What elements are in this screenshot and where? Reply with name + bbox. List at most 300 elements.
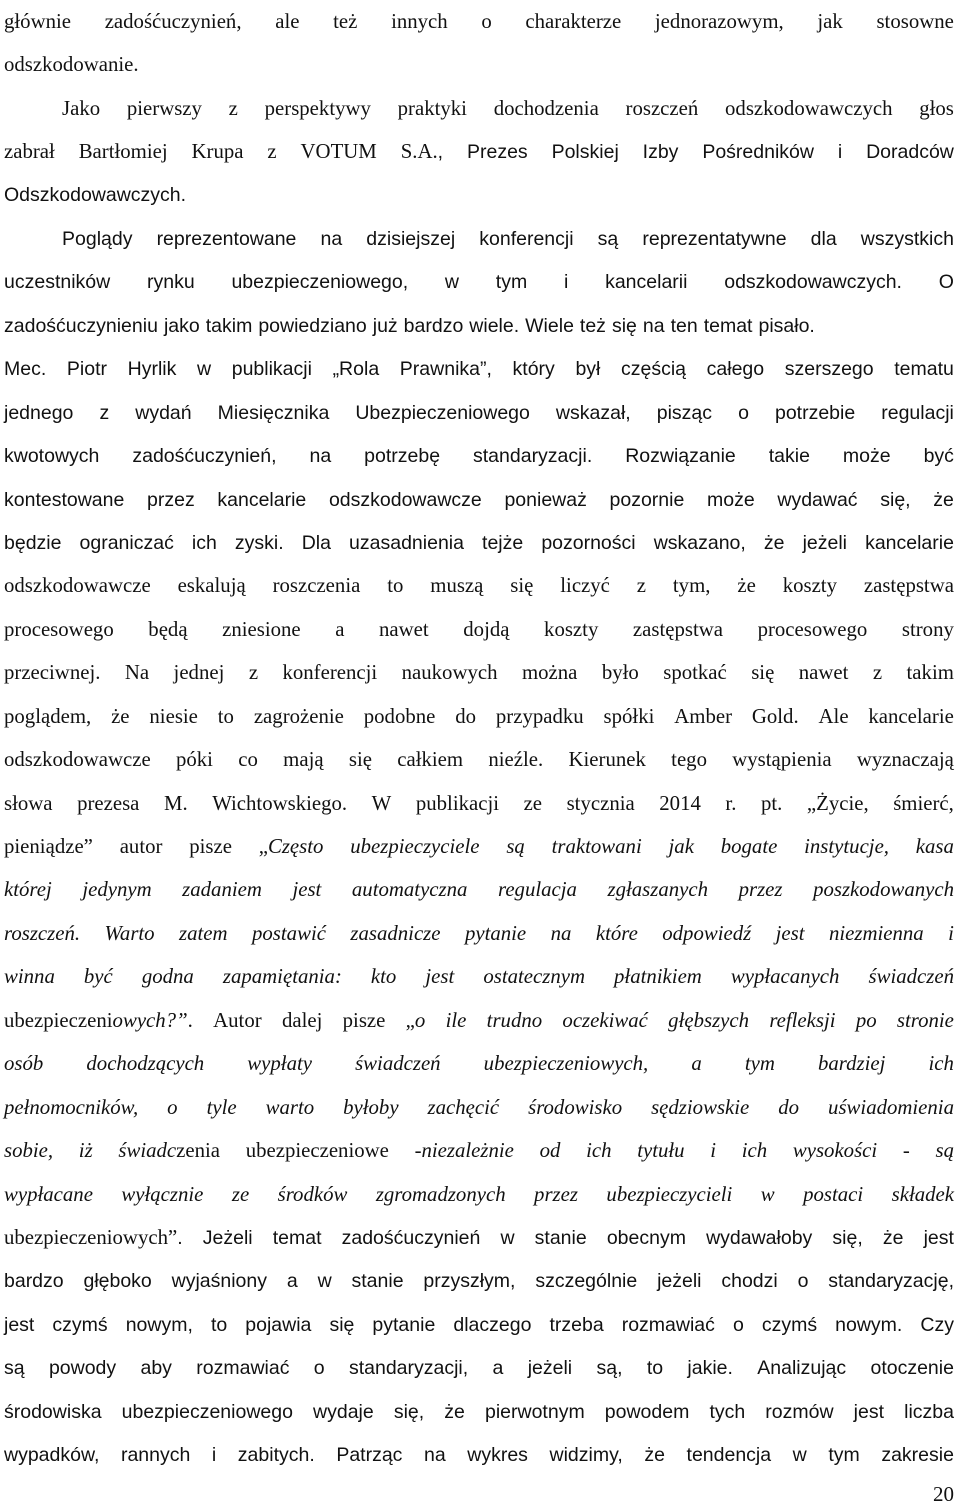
word: wysokości [792, 1139, 878, 1163]
word: Rozwiązanie [625, 445, 736, 468]
word: może [842, 445, 891, 468]
word: było [601, 661, 639, 685]
word: konferencji [282, 661, 378, 685]
word: powodem [604, 1400, 690, 1423]
word: że [933, 488, 954, 511]
word: zakresie [881, 1444, 954, 1467]
word: też [333, 9, 358, 33]
word: instytucje, [804, 835, 890, 859]
text-line [4, 0, 954, 43]
word: przypadku [495, 704, 584, 728]
word: spółki [603, 704, 655, 728]
word: to [646, 1357, 664, 1380]
word: W [371, 791, 392, 815]
word: wiele. [469, 314, 520, 337]
word: przez [738, 878, 783, 902]
word: warto [265, 1095, 315, 1119]
word: ubezpieczeniowe [245, 1139, 389, 1163]
word: w [444, 271, 460, 294]
word: wydawałoby [706, 1226, 813, 1249]
text-line [4, 825, 954, 868]
word: całkiem [397, 748, 464, 772]
word: wydań [135, 401, 192, 424]
word: odpowiedź [662, 921, 752, 945]
word: S.A., [400, 140, 444, 164]
word: eskalują [177, 574, 246, 598]
word: standaryzację, [828, 1270, 954, 1293]
word: się [611, 314, 637, 337]
word: Mec. [4, 358, 47, 381]
word: o [481, 9, 492, 33]
word: „o [405, 1008, 426, 1032]
word: jest [775, 921, 805, 945]
word: pozorności [541, 531, 636, 554]
word: w [500, 1226, 515, 1249]
word: będą [148, 617, 188, 641]
word: poszkodowanych [813, 878, 954, 902]
text-line [4, 912, 954, 955]
word: widzimy, [549, 1444, 623, 1467]
word: Analizując [757, 1357, 847, 1380]
word: Miesięcznika [217, 401, 330, 424]
word: dla [810, 227, 837, 250]
text-line [4, 1390, 954, 1433]
word: o [313, 1357, 325, 1380]
word: zachęcić [427, 1095, 500, 1119]
word: Izby [642, 141, 679, 164]
word: muszą [430, 574, 484, 598]
word: Patrząc [336, 1444, 403, 1467]
word: to [217, 704, 234, 728]
word: stosowne [876, 9, 954, 33]
word: głównie [4, 9, 72, 33]
word: temat [703, 314, 753, 337]
word: O [938, 271, 954, 294]
word: autor [119, 835, 163, 859]
text-line [4, 1260, 954, 1303]
word: być [83, 965, 113, 989]
text-line [4, 348, 954, 391]
text-line [4, 1347, 954, 1390]
text-line [4, 87, 954, 130]
word: o [738, 401, 749, 424]
word: i [211, 1444, 217, 1467]
word: Kierunek [568, 748, 646, 772]
word: ubezpieczeniowego [121, 1400, 293, 1423]
word: dzisiejszej [366, 227, 456, 250]
text-line [4, 869, 954, 912]
word: wszystkich [860, 227, 954, 250]
word: ze [231, 1182, 250, 1206]
word: że [644, 1444, 665, 1467]
word: to [210, 1313, 228, 1336]
word: zadośćuczynień [341, 1226, 481, 1249]
word: z [636, 574, 647, 598]
word: uczestników [4, 271, 111, 294]
word: odszkodowawczych [725, 96, 893, 120]
word: Jako [62, 96, 101, 120]
word: jeżeli [802, 531, 847, 554]
word: się [348, 748, 372, 772]
word: tym [744, 1052, 775, 1076]
word: Wiele [525, 314, 574, 337]
word: dlaczego [453, 1313, 532, 1336]
word: i [563, 271, 569, 294]
word-part: owych?” [112, 1008, 188, 1032]
word: „Rola [332, 358, 380, 381]
word: są, [596, 1357, 623, 1380]
word: regulacja [498, 878, 577, 902]
word: procesowego [4, 617, 114, 641]
word: trudno [486, 1008, 543, 1032]
word: jednorazowym, [654, 9, 784, 33]
word: osób [4, 1052, 44, 1076]
word: charakterze [525, 9, 622, 33]
text-line [4, 1303, 954, 1346]
word: zgłaszanych [607, 878, 709, 902]
word: wskazano, [653, 531, 746, 554]
word: na [309, 445, 332, 468]
word: 2014 [659, 791, 701, 815]
word: że [882, 1226, 904, 1249]
word: to [387, 574, 404, 598]
word: Bartłomiej [78, 140, 168, 164]
word: kancelarii [605, 271, 688, 294]
word-part: o [414, 1008, 426, 1032]
word: kancelarie [868, 704, 954, 728]
word: tendencja [686, 1444, 772, 1467]
text-line [4, 304, 954, 347]
word: może [707, 488, 755, 511]
word: roszczeń. [4, 921, 81, 945]
word: aby [140, 1357, 172, 1380]
word: z [872, 661, 883, 685]
word: wypłacanych [730, 965, 840, 989]
text-line [4, 695, 954, 738]
word: wydaje [313, 1400, 374, 1423]
word: takie [768, 445, 810, 468]
word: jest [853, 1400, 885, 1423]
word: trzeba [549, 1313, 604, 1336]
word: nowym, [125, 1313, 193, 1336]
word: dochodzących [86, 1052, 205, 1076]
word: że [763, 531, 785, 554]
word: -niezależnie [414, 1139, 514, 1163]
word: zadośćuczynień, [104, 9, 242, 33]
text-line [4, 738, 954, 781]
word: Ubezpieczeniowego [355, 401, 530, 424]
word: można [521, 661, 578, 685]
word: iż [78, 1139, 93, 1163]
word: jednej [173, 661, 225, 685]
word: na [642, 314, 665, 337]
word: na [550, 921, 572, 945]
word: potrzebę [364, 445, 441, 468]
word: co [238, 748, 258, 772]
text-line [4, 1216, 954, 1259]
text-line [4, 608, 954, 651]
word: uzasadnienia [349, 531, 464, 554]
word: takim [205, 314, 253, 337]
word: jak [817, 9, 843, 33]
word: że [737, 574, 756, 598]
word: głęboko [83, 1270, 152, 1293]
word: Prawnika”, [399, 358, 492, 381]
word: z [228, 96, 238, 120]
word: VOTUM [300, 140, 377, 164]
word: a [492, 1357, 504, 1380]
word: strony [901, 617, 954, 641]
word: tyle [206, 1095, 237, 1119]
word: szczególnie [535, 1270, 638, 1293]
word: konferencji [479, 227, 574, 250]
word: ten [670, 314, 698, 337]
word: przez [534, 1182, 578, 1206]
word: Autor [213, 1008, 262, 1032]
word: liczyć [560, 574, 610, 598]
word: kontestowane [4, 488, 125, 511]
word: jedynym [82, 878, 152, 902]
word: pisze [342, 1008, 386, 1032]
word: ostatecznym [483, 965, 585, 989]
word-part: , [437, 141, 444, 164]
word: odszkodowawcze [4, 748, 151, 772]
word: zapamiętania: [222, 965, 342, 989]
word: słowa [4, 791, 53, 815]
word: otoczenie [870, 1357, 954, 1380]
word: bardzo [403, 314, 464, 337]
word: jeżeli [657, 1270, 702, 1293]
word: Polskiej [551, 141, 619, 164]
word: potrzebie [774, 401, 856, 424]
word: środowisko [528, 1095, 623, 1119]
word: śmierć, [893, 791, 954, 815]
word: częścią [621, 358, 687, 381]
word: zgromadzonych [375, 1182, 506, 1206]
word: nawet [798, 661, 849, 685]
text-line [4, 43, 954, 86]
word: Poglądy [62, 227, 133, 250]
word: koszty [782, 574, 837, 598]
document-body [4, 0, 954, 1477]
text-line [4, 1086, 954, 1129]
word: temat [272, 1226, 322, 1249]
word-part: zenia [176, 1139, 221, 1163]
text-line [4, 130, 954, 173]
word: tego [671, 748, 707, 772]
word: który [512, 358, 555, 381]
word: być [923, 445, 954, 468]
word: do [778, 1095, 800, 1119]
word: ale [275, 9, 300, 33]
word: pieniądze” [4, 835, 93, 859]
text-line [4, 652, 954, 695]
word: pojawia [245, 1313, 312, 1336]
word: „Często [258, 835, 324, 859]
word: składek [891, 1182, 954, 1206]
word: zadośćuczynień, [132, 445, 277, 468]
word: Ale [818, 704, 849, 728]
word-part: . [187, 1008, 193, 1032]
word: ich [928, 1052, 954, 1076]
word: wypadków, [4, 1444, 100, 1467]
word: roszczeń [625, 96, 699, 120]
word: już [372, 314, 398, 337]
word: Warto [104, 921, 155, 945]
word: szerszego [784, 358, 874, 381]
word: ich [586, 1139, 612, 1163]
word: publikacji [231, 358, 312, 381]
word: które [595, 921, 638, 945]
word: zastępstwa [632, 617, 724, 641]
word: stanie [351, 1270, 404, 1293]
word: wyjaśniony [171, 1270, 268, 1293]
word: bardzo [4, 1270, 64, 1293]
word: naukowych [401, 661, 498, 685]
word: wyłącznie [121, 1182, 204, 1206]
word: póki [175, 748, 213, 772]
word: wystąpienia [732, 748, 832, 772]
word: dochodzenia [493, 96, 599, 120]
word: Wichtowskiego. [212, 791, 348, 815]
word: kto [370, 965, 397, 989]
word: o [167, 1095, 178, 1119]
word: ograniczać [79, 531, 174, 554]
word: rannych [120, 1444, 191, 1467]
text-line [4, 999, 954, 1042]
word: w [197, 358, 212, 381]
word: że [444, 1400, 465, 1423]
text-line [4, 434, 954, 477]
word: ubezpieczeniowych?”. [4, 1008, 193, 1032]
word: koszty [544, 617, 599, 641]
word: wykres [467, 1444, 528, 1467]
word: zagrożenie [253, 704, 344, 728]
word: roszczenia [272, 574, 361, 598]
word: bardziej [817, 1052, 886, 1076]
word: kancelarie [865, 531, 954, 554]
word: - [902, 1139, 910, 1163]
word: jakie. [687, 1357, 733, 1380]
word: dalej [281, 1008, 323, 1032]
word: płatnikiem [614, 965, 702, 989]
word-part: Często [267, 835, 324, 859]
word: Jeżeli [202, 1226, 253, 1249]
word: się [510, 574, 534, 598]
word: tematu [894, 358, 954, 381]
word: ubezpieczeniowych, [483, 1052, 649, 1076]
word: odszkodowawcze [328, 488, 482, 511]
text-line [4, 1173, 954, 1216]
word: na [320, 227, 343, 250]
word: niesie [149, 704, 198, 728]
word: zabitych. [237, 1444, 315, 1467]
word: sędziowskie [651, 1095, 750, 1119]
word: traktowani [551, 835, 642, 859]
word: praktyki [397, 96, 467, 120]
word: wypłacane [4, 1182, 93, 1206]
word: ubezpieczeniowego, [231, 271, 409, 294]
word: jest [425, 965, 455, 989]
word: pisało. [758, 314, 815, 337]
word: oczekiwać [562, 1008, 648, 1032]
word: tym, [672, 574, 711, 598]
word: jednego [4, 401, 74, 424]
word: Piotr [66, 358, 107, 381]
word: przez [147, 488, 195, 511]
word: tych [709, 1400, 746, 1423]
word: a [691, 1052, 702, 1076]
word: wskazał, [555, 401, 631, 424]
text-line [4, 956, 954, 999]
text-line [4, 478, 954, 521]
word: rozmawiać [621, 1313, 715, 1336]
word: kwotowych [4, 445, 100, 468]
word: Na [124, 661, 150, 685]
word: jest [4, 1313, 35, 1336]
word: dojdą [463, 617, 510, 641]
word: „Życie, [806, 791, 869, 815]
word: a [335, 617, 345, 641]
word: się, [880, 488, 911, 511]
word: publikacji [415, 791, 500, 815]
word: spotkać [663, 661, 727, 685]
word: tym [495, 271, 528, 294]
word: rozmów [765, 1400, 834, 1423]
word: refleksji [769, 1008, 836, 1032]
word: nieźle. [488, 748, 544, 772]
word: podobne [363, 704, 436, 728]
word: pisze [189, 835, 232, 859]
text-line [4, 217, 954, 260]
word: pozornie [609, 488, 685, 511]
word: postawić [252, 921, 326, 945]
word: regulacji [881, 401, 954, 424]
word: sobie, [4, 1139, 54, 1163]
word: są [4, 1357, 25, 1380]
text-line [4, 782, 954, 825]
word: odszkodowawczych. [724, 271, 902, 294]
word: powiedziano [258, 314, 367, 337]
word: o [732, 1313, 744, 1336]
word: środowiska [4, 1400, 102, 1423]
word: uświadomienia [828, 1095, 954, 1119]
word: się [751, 661, 775, 685]
word: środków [277, 1182, 348, 1206]
word: Hyrlik [127, 358, 177, 381]
word: jeżeli [527, 1357, 573, 1380]
word: był [575, 358, 601, 381]
word: ubezpieczycieli [606, 1182, 733, 1206]
word: się, [832, 1226, 863, 1249]
word: M. [163, 791, 188, 815]
word: procesowego [757, 617, 868, 641]
word: są [935, 1139, 954, 1163]
word: do [455, 704, 477, 728]
text-line [4, 174, 954, 217]
word: Odszkodowawczych. [4, 184, 187, 207]
text-line [4, 565, 954, 608]
word: postaci [803, 1182, 864, 1206]
word: w [317, 1270, 332, 1293]
word: stronie [896, 1008, 954, 1032]
word: głębszych [668, 1008, 750, 1032]
word: godna [141, 965, 194, 989]
word: ubezpieczyciele [350, 835, 480, 859]
word: odszkodowawcze [4, 574, 151, 598]
word: winna [4, 965, 55, 989]
word: świadczenia [118, 1139, 221, 1163]
